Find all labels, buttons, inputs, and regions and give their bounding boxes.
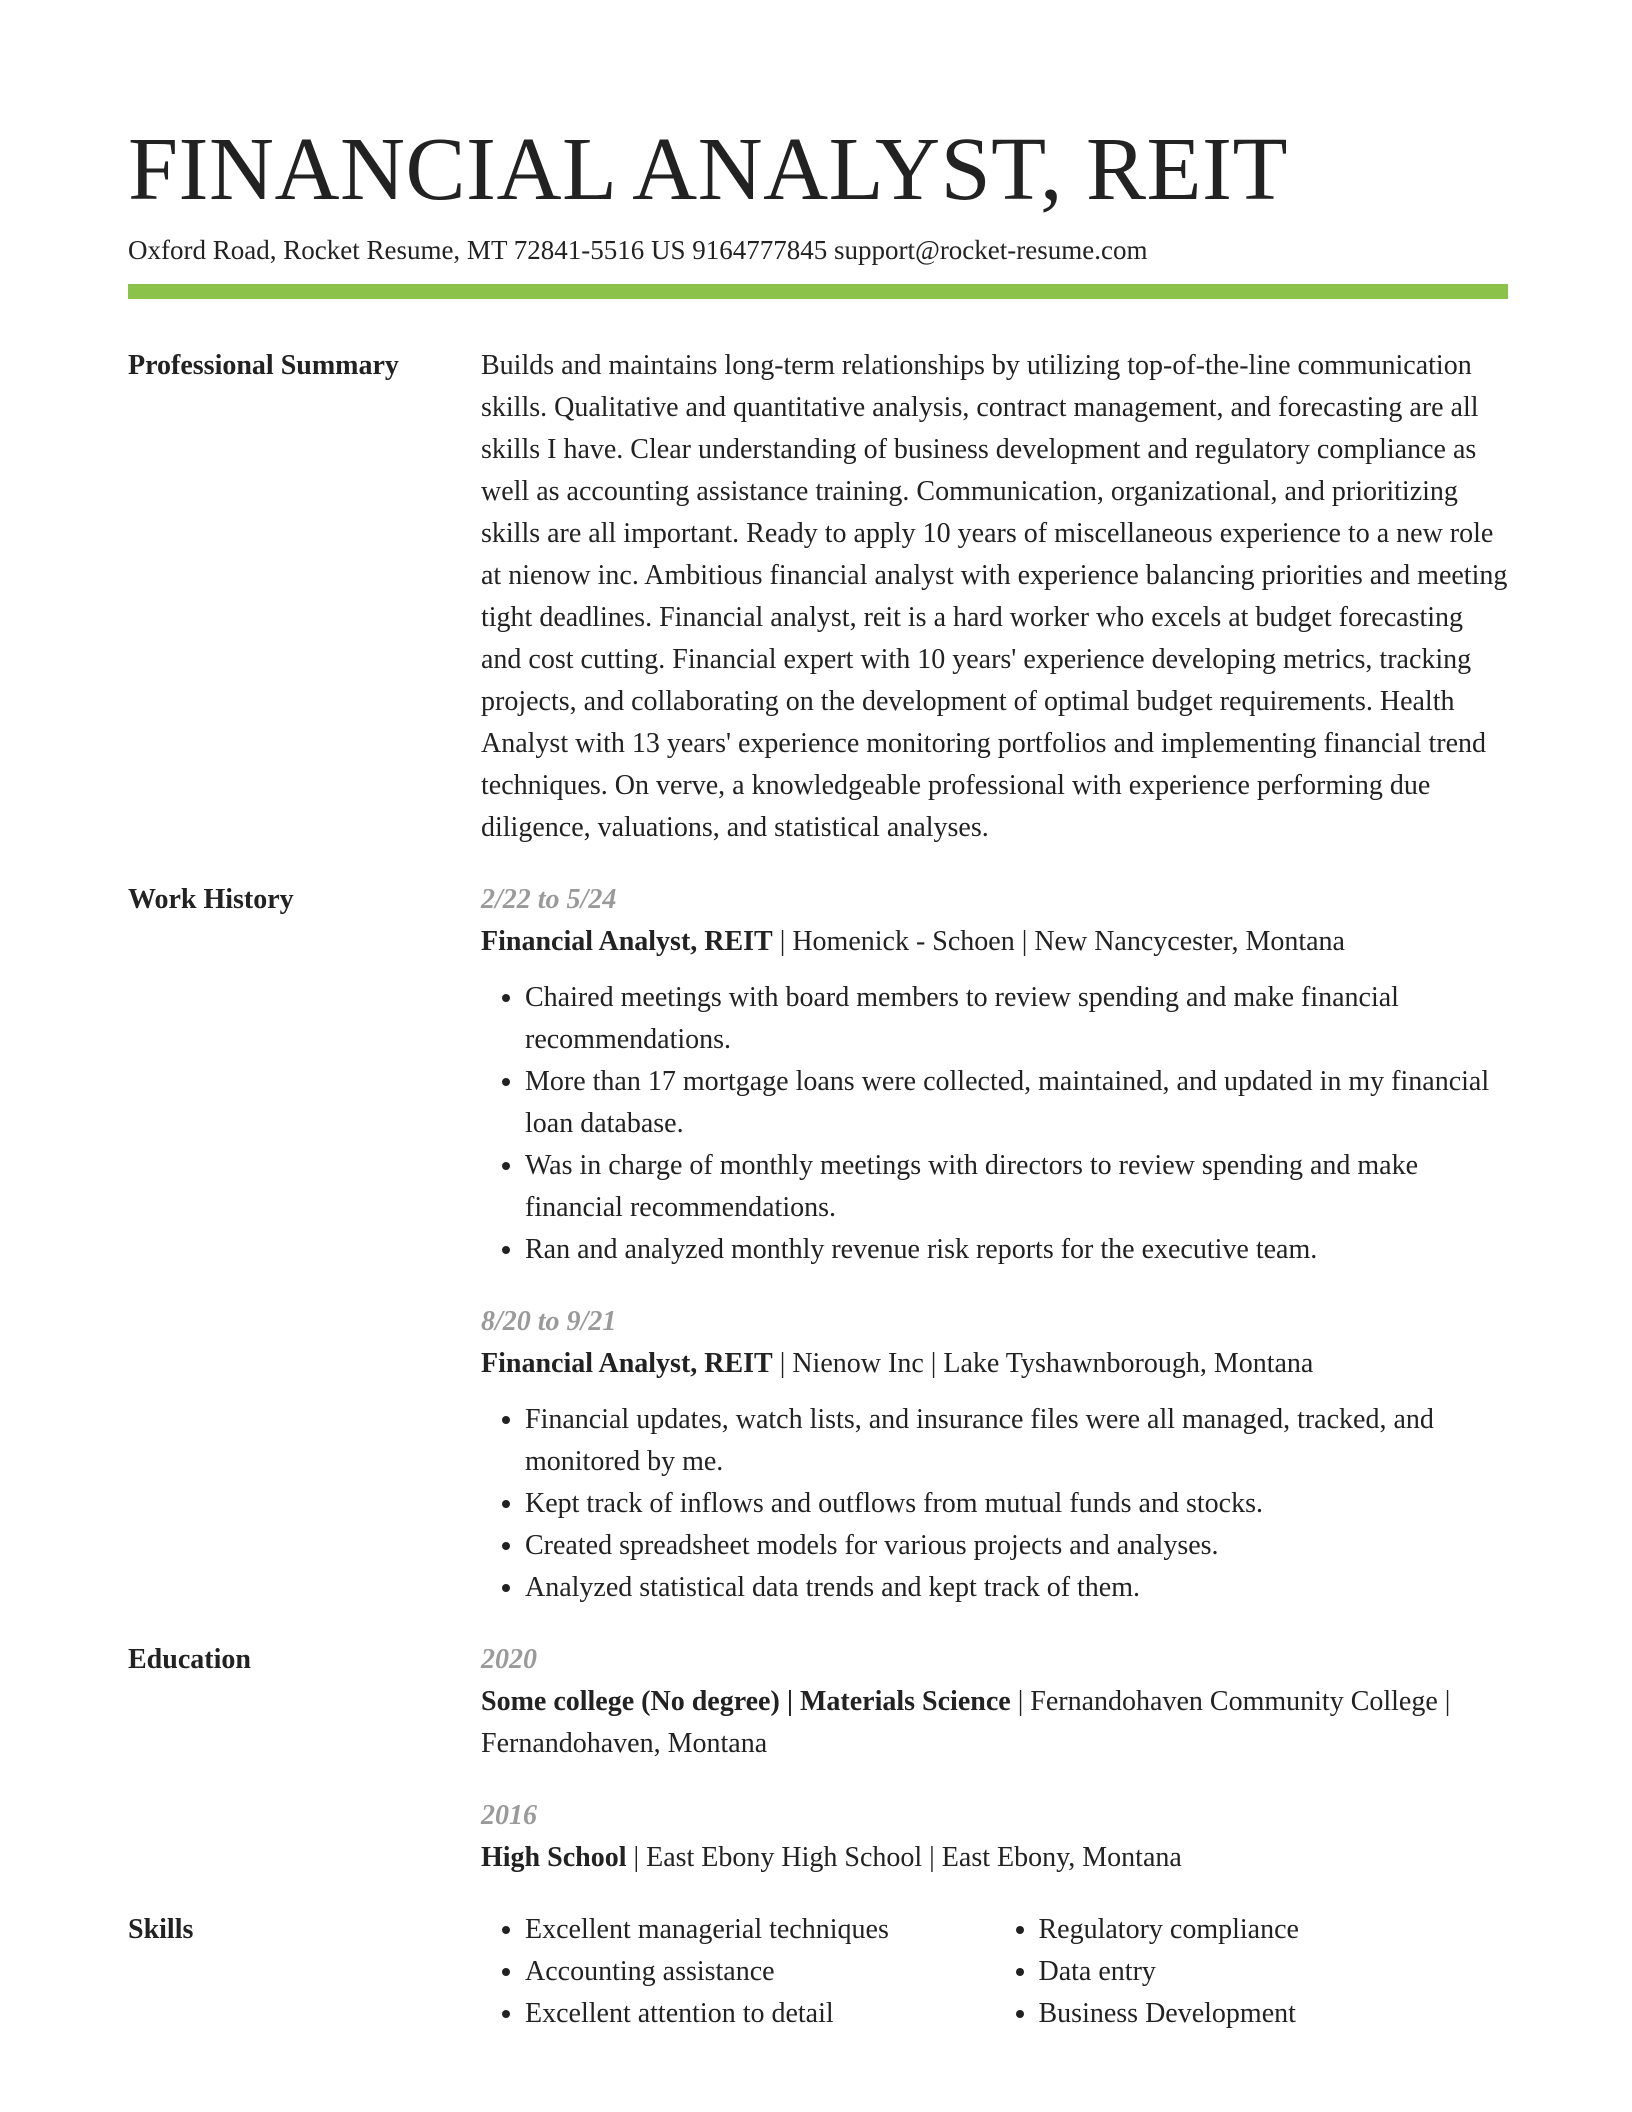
list-item: • Ran and analyzed monthly revenue risk reports for the executive team. [525,1229,1508,1271]
skills-columns [481,1909,1508,2035]
skill-item: • Data entry [1039,1951,1509,1993]
education-entry [481,1639,1508,1765]
resume-name: FINANCIAL ANALYST, REIT [128,120,1288,219]
list-item: • Chaired meetings with board members to review spending and make financial recommendations. [525,977,1508,1061]
education-line [481,1837,1508,1879]
education-line [481,1681,1508,1765]
job-role: Financial Analyst, REIT [481,926,773,957]
list-item: • More than 17 mortgage loans were collected, maintained, and updated in my financial loan database. [525,1061,1508,1145]
list-item: • Financial updates, watch lists, and insurance files were all managed, tracked, and monitored by me. [525,1399,1508,1483]
header-divider [128,284,1508,299]
list-item: • Created spreadsheet models for various projects and analyses. [525,1525,1508,1567]
skill-item: • Regulatory compliance [1039,1909,1509,1951]
job-entry [481,1301,1508,1609]
job-details: | Homenick - Schoen | New Nancycester, Montana [772,926,1345,957]
section-title-skills: Skills [128,1914,194,1945]
education-year: 2016 [481,1800,537,1831]
job-role: Financial Analyst, REIT [481,1348,773,1379]
job-bullets [481,977,1508,1271]
job-dates: 2/22 to 5/24 [481,884,617,915]
education-degree: High School [481,1842,627,1873]
job-details: | Nienow Inc | Lake Tyshawnborough, Montana [772,1348,1314,1379]
skill-item: • Excellent managerial techniques [525,1909,995,1951]
job-title-line [481,1343,1508,1385]
job-entry [481,879,1508,1271]
summary-section [128,345,1508,849]
skill-item: • Business Development [1039,1993,1509,2035]
section-title-summary: Professional Summary [128,350,399,381]
list-item: • Was in charge of monthly meetings with directors to review spending and make financial recommendations. [525,1145,1508,1229]
education-degree: Some college (No degree) | Materials Science [481,1686,1011,1717]
education-year: 2020 [481,1644,537,1675]
education-section [128,1639,1508,1879]
summary-text: Builds and maintains long-term relationships by utilizing top-of-the-line communication skills. Qualitative and quantitative analysis, contract management, and forecasting are all skills I have. Clear understanding of business development and regulatory compliance as well as accounting assistance training. Communication, organizational, and prioritizing skills are all important. Ready to apply 10 years of miscellaneous experience to a new role at nienow inc. Ambitious financial analyst with experience balancing priorities and meeting tight deadlines. Financial analyst, reit is a hard worker who excels at budget forecasting and cost cutting. Financial expert with 10 years' experience developing metrics, tracking projects, and collaborating on the development of optimal budget requirements. Health Analyst with 13 years' experience monitoring portfolios and implementing financial trend techniques. On verve, a knowledgeable professional with experience performing due diligence, valuations, and statistical analyses. [481,350,1508,843]
education-entry [481,1795,1508,1879]
job-bullets [481,1399,1508,1609]
skill-item: • Accounting assistance [525,1951,995,1993]
section-title-work: Work History [128,884,294,915]
skills-section [128,1909,1508,2035]
list-item: • Analyzed statistical data trends and kept track of them. [525,1567,1508,1609]
work-section [128,879,1508,1609]
job-dates: 8/20 to 9/21 [481,1306,617,1337]
contact-line: Oxford Road, Rocket Resume, MT 72841-5516 US 9164777845 support@rocket-resume.com [128,235,1148,265]
skill-item: • Excellent attention to detail [525,1993,995,2035]
education-details: | Fernandohaven Community College | Fernandohaven, Montana [481,1686,1451,1759]
skills-list-right [995,1909,1509,2035]
skills-list-left [481,1909,995,2035]
section-title-education: Education [128,1644,251,1675]
list-item: • Kept track of inflows and outflows from mutual funds and stocks. [525,1483,1508,1525]
job-title-line [481,921,1508,963]
education-details: | East Ebony High School | East Ebony, Montana [626,1842,1182,1873]
resume-page [128,120,1508,2035]
